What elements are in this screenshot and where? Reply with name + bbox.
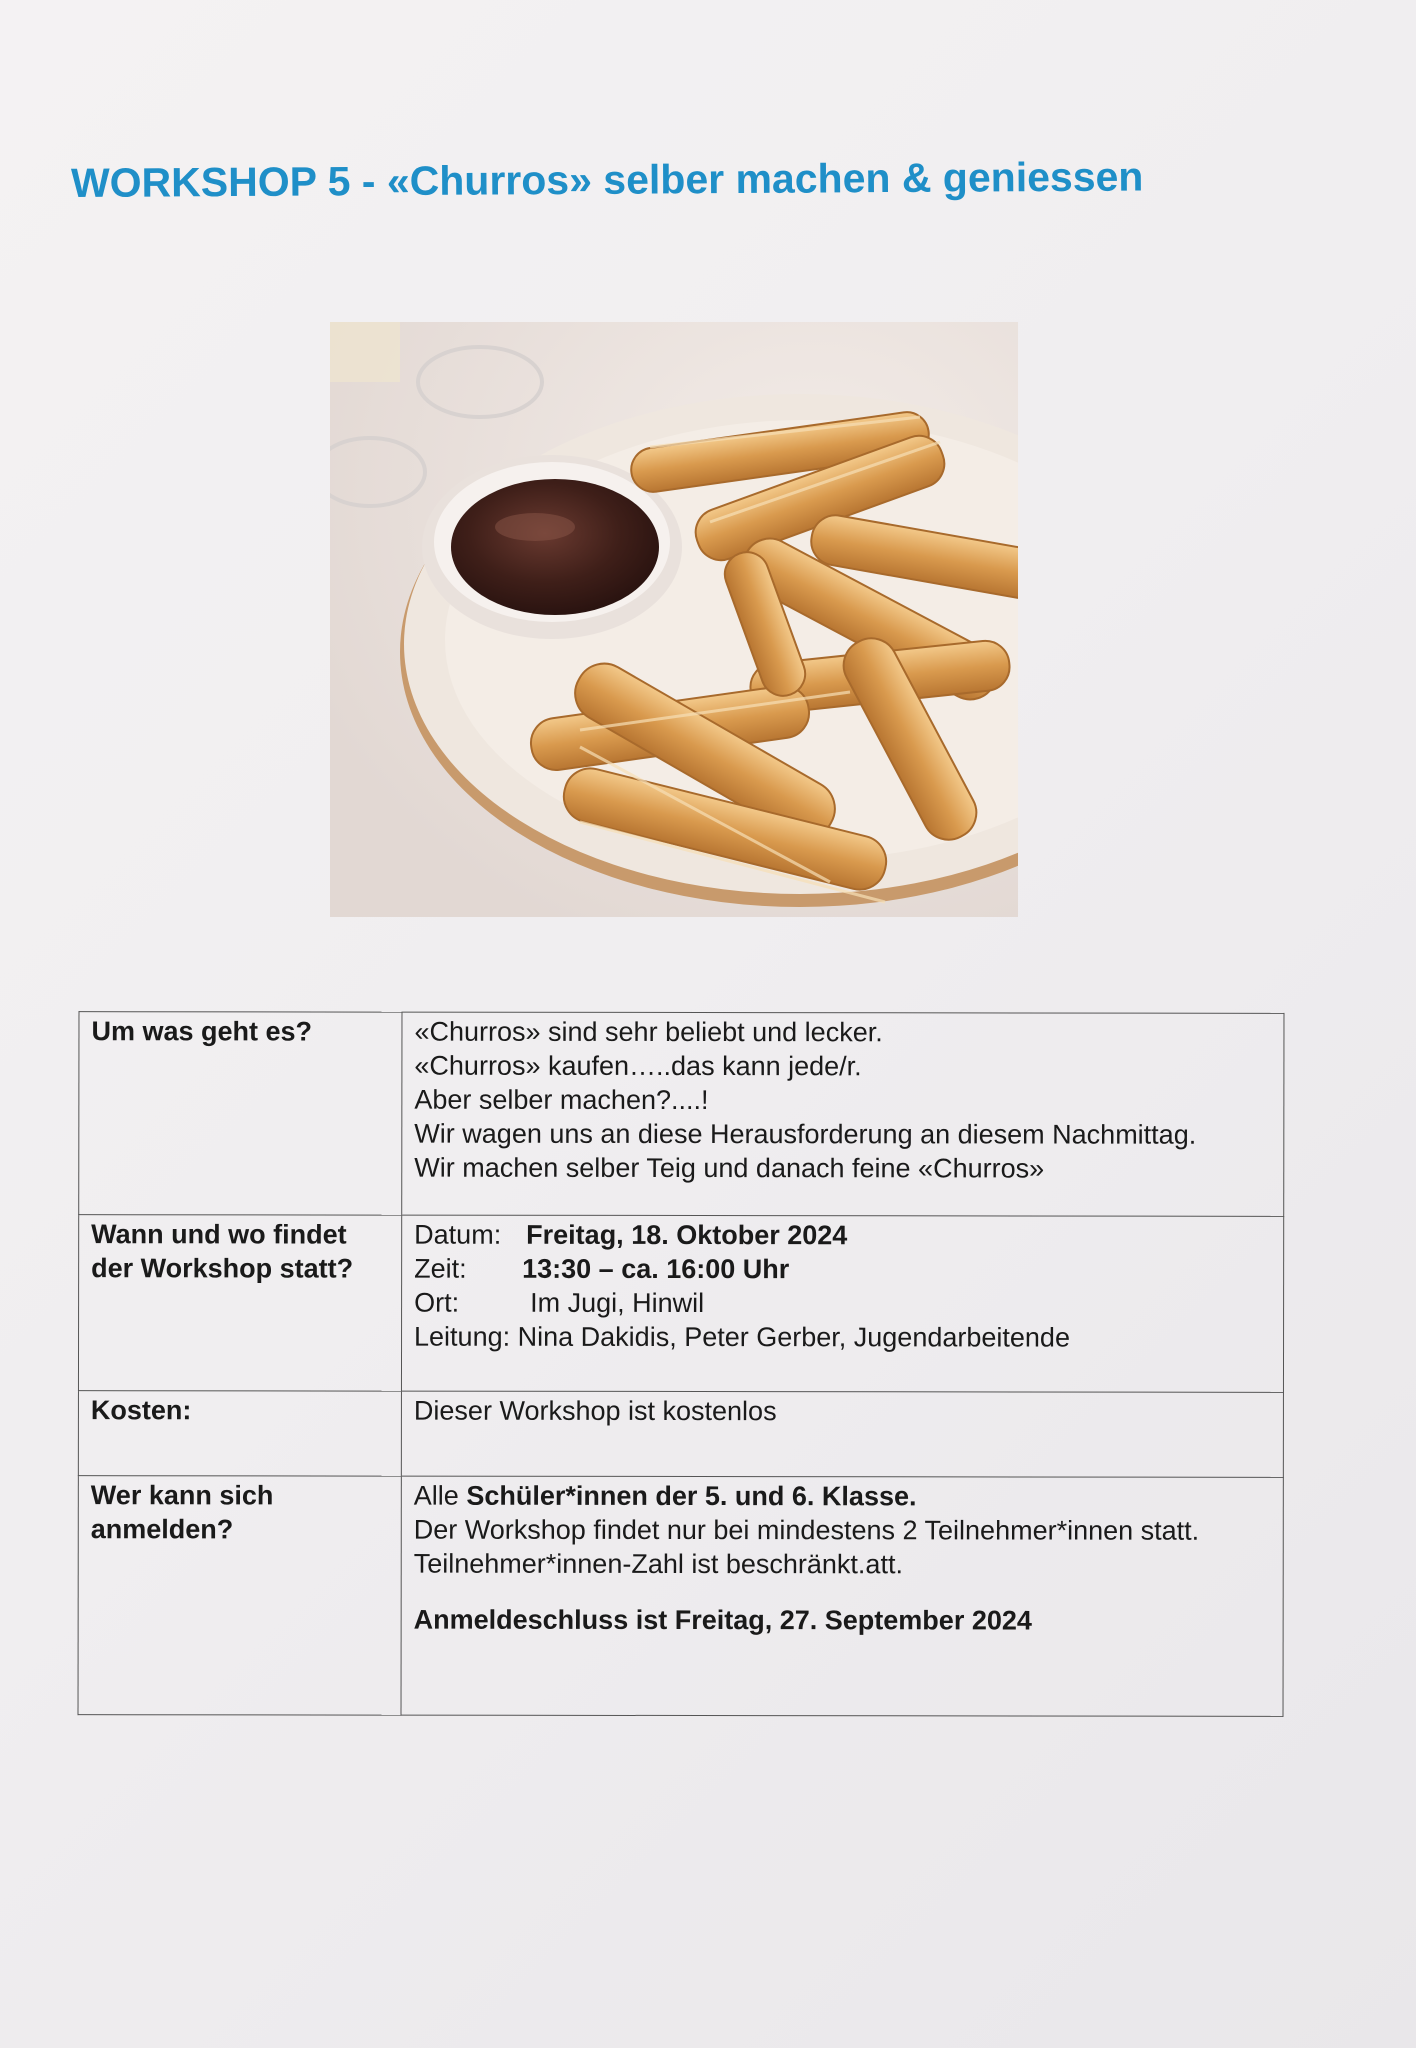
churros-photo [330, 322, 1018, 917]
audience-line [414, 1479, 1271, 1514]
about-line: «Churros» sind sehr beliebt und lecker. [414, 1016, 883, 1048]
lead-line [414, 1320, 1271, 1355]
lead-key: Leitung: [414, 1321, 511, 1352]
table-row [78, 1215, 1283, 1393]
about-line: Wir wagen uns an diese Herausforderung an diesem Nachmittag. [414, 1118, 1197, 1150]
place-key: Ort: [414, 1287, 460, 1318]
lead-value: Nina Dakidis, Peter Gerber, Jugendarbeitende [517, 1321, 1070, 1353]
info-table [78, 1011, 1285, 1717]
table-row [78, 1391, 1283, 1478]
row-content-when-where [401, 1215, 1283, 1392]
audience-value: Schüler*innen der 5. und 6. Klasse. [466, 1480, 917, 1512]
time-value: 13:30 – ca. 16:00 Uhr [522, 1253, 790, 1285]
date-line [414, 1218, 1271, 1253]
date-key: Datum: [414, 1219, 502, 1250]
spacer [414, 1581, 1271, 1604]
row-label-when-where: Wann und wo findet der Workshop statt? [78, 1215, 401, 1391]
place-value: Im Jugi, Hinwil [530, 1287, 705, 1319]
limited-participants-text: Teilnehmer*innen-Zahl ist beschränkt.att. [413, 1548, 903, 1580]
row-label-registration: Wer kann sich anmelden? [78, 1476, 401, 1715]
churros-illustration [330, 322, 1018, 917]
time-line [414, 1252, 1271, 1287]
time-key: Zeit: [414, 1253, 467, 1284]
audience-prefix: Alle [413, 1480, 459, 1511]
minimum-participants-text: Der Workshop findet nur bei mindestens 2 Teilnehmer*innen statt. [413, 1514, 1200, 1546]
row-content-about [402, 1012, 1284, 1216]
about-line: Aber selber machen?....! [414, 1084, 709, 1116]
table-row [78, 1476, 1283, 1717]
about-line: Wir machen selber Teig und danach feine «Churros» [414, 1152, 1045, 1184]
date-value: Freitag, 18. Oktober 2024 [526, 1219, 848, 1251]
row-content-costs: Dieser Workshop ist kostenlos [401, 1391, 1283, 1477]
registration-deadline: Anmeldeschluss ist Freitag, 27. September 2024 [413, 1604, 1032, 1636]
row-label-about: Um was geht es? [79, 1012, 402, 1215]
row-label-costs: Kosten: [78, 1391, 401, 1476]
place-line [414, 1286, 1271, 1321]
page-title: WORKSHOP 5 - «Churros» selber machen & geniessen [70, 153, 1144, 206]
about-line: «Churros» kaufen…..das kann jede/r. [414, 1050, 862, 1082]
row-content-registration [401, 1476, 1283, 1716]
table-row [79, 1012, 1284, 1217]
